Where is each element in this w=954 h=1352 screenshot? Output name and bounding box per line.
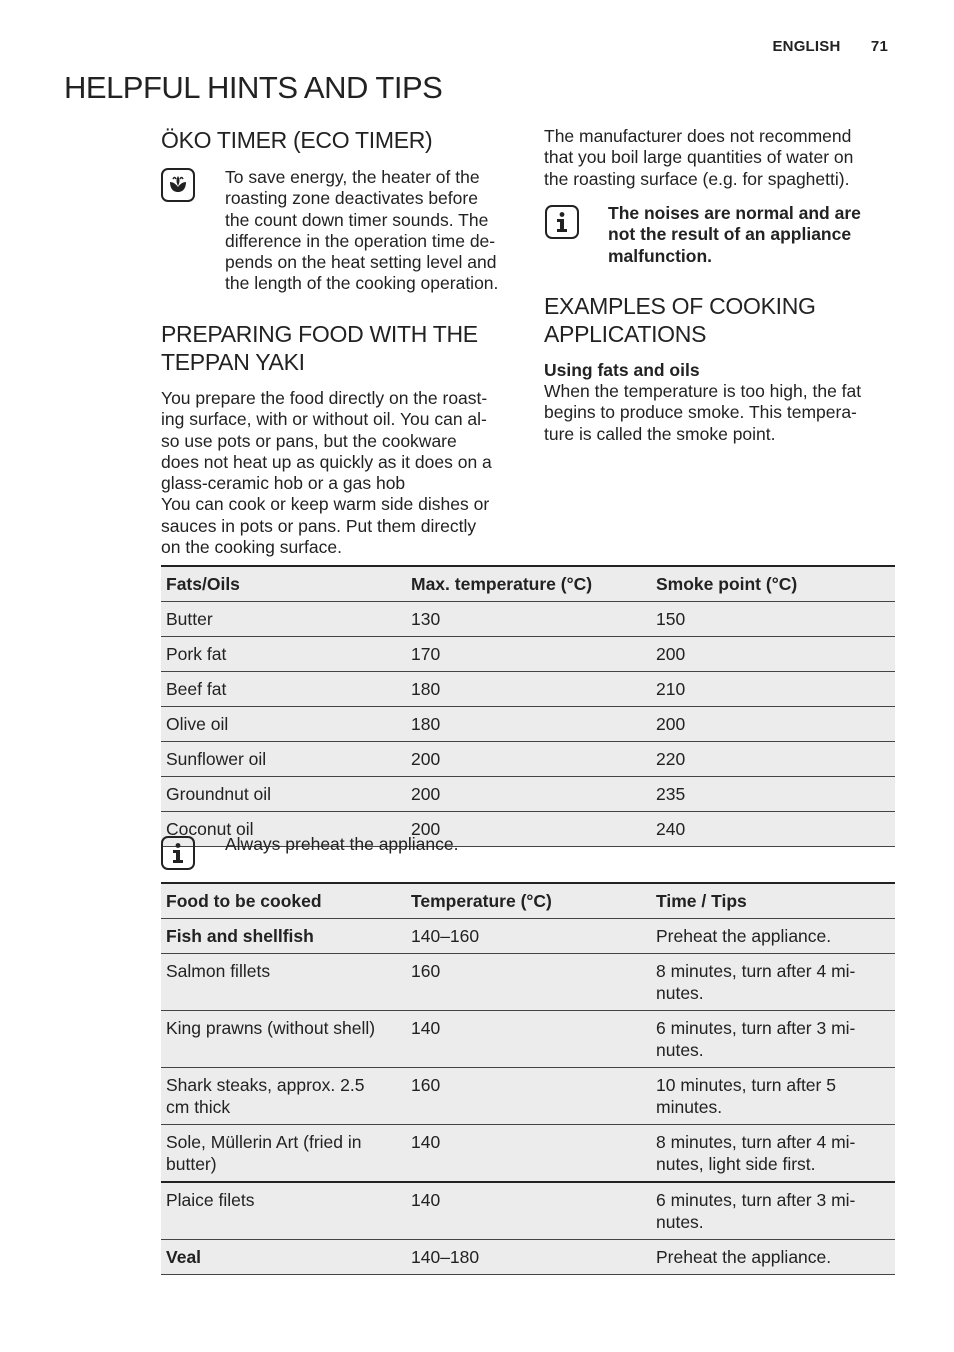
table-cell: Preheat the appliance. — [651, 1240, 895, 1275]
page-number: 71 — [870, 38, 888, 55]
table-cell: Shark steaks, approx. 2.5 cm thick — [161, 1068, 406, 1125]
table-cell: 160 — [406, 954, 651, 1011]
info-icon — [161, 836, 195, 870]
table-cell: 170 — [406, 637, 651, 672]
noise-note-line: The noises are normal and are — [608, 203, 861, 223]
fats-subheading: Using fats and oils — [544, 360, 700, 380]
noise-note — [608, 203, 898, 267]
table-cell: 200 — [406, 812, 651, 847]
table-cell: 180 — [406, 707, 651, 742]
table-cell: Plaice filets — [161, 1182, 406, 1240]
teppan-line: You prepare the food directly on the roast- — [161, 388, 488, 408]
table-row — [161, 777, 895, 812]
teppan-line: sauces in pots or pans. Put them directly — [161, 515, 477, 536]
column-header: Temperature (°C) — [406, 883, 651, 919]
table-cell: Fish and shellfish — [161, 919, 406, 954]
table-cell: Groundnut oil — [161, 777, 406, 812]
table-header-row — [161, 566, 895, 602]
examples-heading-line: EXAMPLES OF COOKING — [544, 293, 816, 319]
table-cell: Preheat the appliance. — [651, 919, 895, 954]
table-header-row — [161, 883, 895, 919]
page-title: HELPFUL HINTS AND TIPS — [64, 70, 443, 105]
table-row — [161, 672, 895, 707]
table-cell: 200 — [406, 742, 651, 777]
info-icon — [545, 205, 579, 239]
manufacturer-line: the roasting surface (e.g. for spaghetti). — [544, 168, 850, 189]
table-cell: King prawns (without shell) — [161, 1011, 406, 1068]
smoke-line: ture is called the smoke point. — [544, 423, 776, 444]
eco-line: difference in the operation time de- — [225, 230, 496, 251]
table-cell: 140 — [406, 1182, 651, 1240]
column-header: Smoke point (°C) — [651, 566, 895, 602]
table-cell: Beef fat — [161, 672, 406, 707]
teppan-heading-line: TEPPAN YAKI — [161, 349, 305, 375]
table-row — [161, 637, 895, 672]
table-cell: 6 minutes, turn after 3 mi- nutes. — [651, 1182, 895, 1240]
teppan-line: You can cook or keep warm side dishes or — [161, 494, 490, 515]
header-language: ENGLISH — [772, 38, 841, 55]
eco-leaf-icon — [161, 168, 195, 202]
teppan-line: glass-ceramic hob or a gas hob — [161, 473, 406, 494]
teppan-line: ing surface, with or without oil. You can al- — [161, 409, 487, 430]
teppan-line: so use pots or pans, but the cookware — [161, 430, 457, 451]
eco-timer-heading: ÖKO TIMER (ECO TIMER) — [161, 127, 433, 153]
eco-line: To save energy, the heater of the — [225, 167, 480, 187]
column-header: Time / Tips — [651, 883, 895, 919]
table-cell: 160 — [406, 1068, 651, 1125]
page-header — [746, 38, 888, 55]
table-cell: Salmon fillets — [161, 954, 406, 1011]
smoke-line: When the temperature is too high, the fat — [544, 381, 862, 401]
preheat-note: Always preheat the appliance. — [225, 834, 459, 854]
table-cell: Veal — [161, 1240, 406, 1275]
examples-heading — [544, 292, 816, 348]
manufacturer-text — [544, 126, 894, 190]
smoke-point-text — [544, 381, 894, 445]
column-header: Max. temperature (°C) — [406, 566, 651, 602]
table-cell: 235 — [651, 777, 895, 812]
manufacturer-line: The manufacturer does not recommend — [544, 126, 852, 146]
column-header: Food to be cooked — [161, 883, 406, 919]
table-cell: Butter — [161, 602, 406, 637]
table-cell: 210 — [651, 672, 895, 707]
eco-line: pends on the heat setting level and — [225, 252, 497, 273]
table-cell: 140–180 — [406, 1240, 651, 1275]
table-cell: 140–160 — [406, 919, 651, 954]
teppan-text — [161, 388, 521, 558]
teppan-line: on the cooking surface. — [161, 537, 342, 558]
table-row — [161, 1182, 895, 1240]
noise-note-line: malfunction. — [608, 245, 713, 266]
table-cell: 8 minutes, turn after 4 mi- nutes, light side first. — [651, 1125, 895, 1183]
food-table — [161, 882, 895, 1275]
table-cell: 200 — [651, 707, 895, 742]
eco-timer-text — [225, 167, 525, 295]
table-cell: 200 — [406, 777, 651, 812]
column-header: Fats/Oils — [161, 566, 406, 602]
table-row — [161, 954, 895, 1011]
table-cell: 140 — [406, 1125, 651, 1183]
manufacturer-line: that you boil large quantities of water on — [544, 147, 854, 168]
examples-heading-line: APPLICATIONS — [544, 321, 707, 347]
table-row — [161, 1125, 895, 1183]
smoke-line: begins to produce smoke. This tempera- — [544, 402, 857, 423]
table-cell: Sole, Müllerin Art (fried in butter) — [161, 1125, 406, 1183]
table-cell: 8 minutes, turn after 4 mi- nutes. — [651, 954, 895, 1011]
table-cell: 130 — [406, 602, 651, 637]
table-row — [161, 919, 895, 954]
table-cell: Sunflower oil — [161, 742, 406, 777]
table-row — [161, 1240, 895, 1275]
teppan-heading-line: PREPARING FOOD WITH THE — [161, 321, 478, 347]
teppan-line: does not heat up as quickly as it does on a — [161, 451, 492, 472]
table-cell: Olive oil — [161, 707, 406, 742]
table-row — [161, 602, 895, 637]
table-cell: 220 — [651, 742, 895, 777]
eco-line: the count down timer sounds. The — [225, 209, 489, 230]
table-cell: 180 — [406, 672, 651, 707]
table-cell: Coconut oil — [161, 812, 406, 847]
table-row — [161, 742, 895, 777]
eco-line: roasting zone deactivates before — [225, 188, 478, 209]
table-cell: 6 minutes, turn after 3 mi- nutes. — [651, 1011, 895, 1068]
table-cell: 140 — [406, 1011, 651, 1068]
table-cell: 200 — [651, 637, 895, 672]
eco-line: the length of the cooking operation. — [225, 273, 499, 294]
noise-note-line: not the result of an appliance — [608, 224, 852, 245]
table-row — [161, 1068, 895, 1125]
table-row — [161, 707, 895, 742]
teppan-heading — [161, 320, 478, 376]
table-row — [161, 1011, 895, 1068]
fats-oils-table — [161, 565, 895, 847]
table-cell: Pork fat — [161, 637, 406, 672]
table-cell: 150 — [651, 602, 895, 637]
table-cell: 10 minutes, turn after 5 minutes. — [651, 1068, 895, 1125]
table-cell: 240 — [651, 812, 895, 847]
